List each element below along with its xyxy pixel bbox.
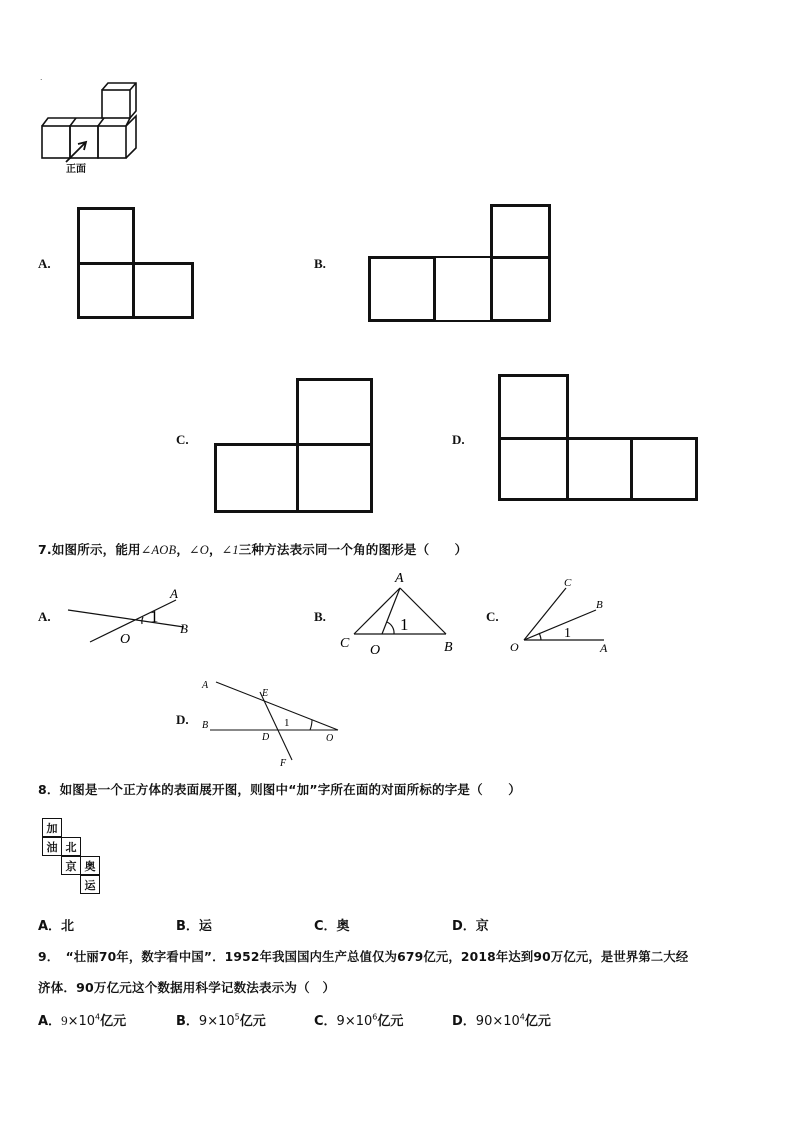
q9-answer-d <box>452 1010 551 1029</box>
option-b-label: B. <box>314 256 326 271</box>
q9-answer-b <box>176 1010 266 1029</box>
q9-answer-d-unit: 亿元 <box>524 1014 551 1029</box>
q9-answer-a-times: ×10 <box>67 1014 95 1029</box>
q9-answer-d-label: D． <box>452 1014 476 1029</box>
q7b-point-a: A <box>395 571 404 586</box>
q7-text-1: 如图所示，能用 <box>51 542 141 557</box>
q9-answer-d-coef: 90 <box>475 1014 493 1029</box>
q7a-point-o: O <box>120 632 131 647</box>
q7c-point-b: B <box>596 599 603 611</box>
q9-answer-a-unit: 亿元 <box>100 1014 127 1029</box>
q8-stem: 8．如图是一个正方体的表面展开图，则图中“加”字所在面的对面所标的字是（ ） <box>38 782 521 797</box>
q9-answer-c-unit: 亿元 <box>377 1014 404 1029</box>
q7b-point-o: O <box>370 643 381 658</box>
svg-text:·: · <box>40 76 43 84</box>
q7-figure-c <box>504 572 624 658</box>
q9-answer-c-label: C． <box>314 1014 337 1029</box>
q9-answer-c-coef: 9 <box>336 1014 345 1029</box>
q7-figure-b <box>334 568 464 658</box>
net-cell: 运 <box>80 875 100 894</box>
q9-answer-b-coef: 9 <box>198 1014 208 1029</box>
q9-answer-a-coef: 9 <box>61 1013 68 1028</box>
q7d-point-f: F <box>280 758 287 769</box>
q9-answer-c-times: ×10 <box>344 1014 373 1029</box>
q8-answer-c: C．奥 <box>314 919 350 934</box>
cube-stack-figure <box>38 76 142 178</box>
q8-answer-d: D．京 <box>452 919 489 934</box>
net-cell: 京 <box>61 856 81 875</box>
q9-stem-line-2: 济体．90万亿元这个数据用科学记数法表示为（ ） <box>38 980 336 995</box>
q7-option-d-label: D. <box>176 712 189 727</box>
q7a-angle-label: 1 <box>150 607 159 626</box>
q9-answer-b-times: ×10 <box>207 1014 235 1029</box>
q7b-point-b: B <box>444 640 453 655</box>
q7b-angle-label: 1 <box>400 615 409 634</box>
q7d-point-o: O <box>326 733 334 744</box>
q7-angle-1: ∠1 <box>221 543 239 557</box>
q7-figure-a <box>60 580 200 650</box>
q9-stem-line-1: 9． “壮丽70年，数字看中国”．1952年我国国内生产总值仅为679亿元，2018年达到90万亿元，是世界第二大经 <box>38 950 689 964</box>
q9-answer-a-label: A． <box>38 1014 62 1029</box>
q9-answer-c <box>314 1010 403 1029</box>
q7c-point-a: A <box>600 641 608 655</box>
q7d-point-d: D <box>262 732 270 743</box>
q7a-point-b: B <box>180 621 188 636</box>
front-label: 正面 <box>66 164 86 175</box>
q9-answer-b-exp: 5 <box>234 1012 240 1022</box>
q7-option-c-label: C. <box>486 609 499 624</box>
q7c-point-c: C <box>564 577 572 589</box>
q7d-point-e: E <box>262 688 269 699</box>
q9-answer-a-exp: 4 <box>95 1012 101 1022</box>
q7d-angle-label: 1 <box>284 717 290 729</box>
q7-angle-o: ∠O <box>189 543 209 557</box>
q7-text-2: 三种方法表示同一个角的图形是（ ） <box>238 542 468 557</box>
q7a-point-a: A <box>170 586 178 601</box>
q9-answer-c-exp: 6 <box>372 1012 378 1022</box>
q7d-point-b: B <box>202 720 209 731</box>
q7-sep-1: ， <box>176 542 190 557</box>
q8-answer-a: A．北 <box>38 919 75 934</box>
q7b-point-c: C <box>340 636 350 651</box>
net-cell: 油 <box>42 837 62 856</box>
option-d-label: D. <box>452 432 465 447</box>
q7-sep-2: ， <box>208 542 222 557</box>
net-cell: 奥 <box>80 856 100 875</box>
net-cell: 北 <box>61 837 81 856</box>
q7c-point-o: O <box>510 640 519 654</box>
q7-option-b-label: B. <box>314 609 326 624</box>
q7-figure-d <box>196 674 346 770</box>
q9-answer-b-label: B． <box>176 1014 199 1029</box>
q9-answer-a <box>38 1010 126 1029</box>
option-c-label: C. <box>176 432 189 447</box>
q9-answer-d-exp: 4 <box>519 1012 525 1022</box>
q7-option-a-label: A. <box>38 609 51 624</box>
q8-answer-b: B．运 <box>176 919 212 934</box>
q9-answer-d-times: ×10 <box>492 1014 520 1029</box>
q7d-point-a: A <box>202 680 209 691</box>
q7-stem <box>38 540 467 558</box>
net-cell: 加 <box>42 818 62 837</box>
option-a-label: A. <box>38 256 51 271</box>
q7-number: 7. <box>38 542 52 557</box>
q7c-angle-label: 1 <box>564 626 571 641</box>
q9-answer-b-unit: 亿元 <box>239 1014 266 1029</box>
q7-angle-aob: ∠AOB <box>140 543 177 557</box>
